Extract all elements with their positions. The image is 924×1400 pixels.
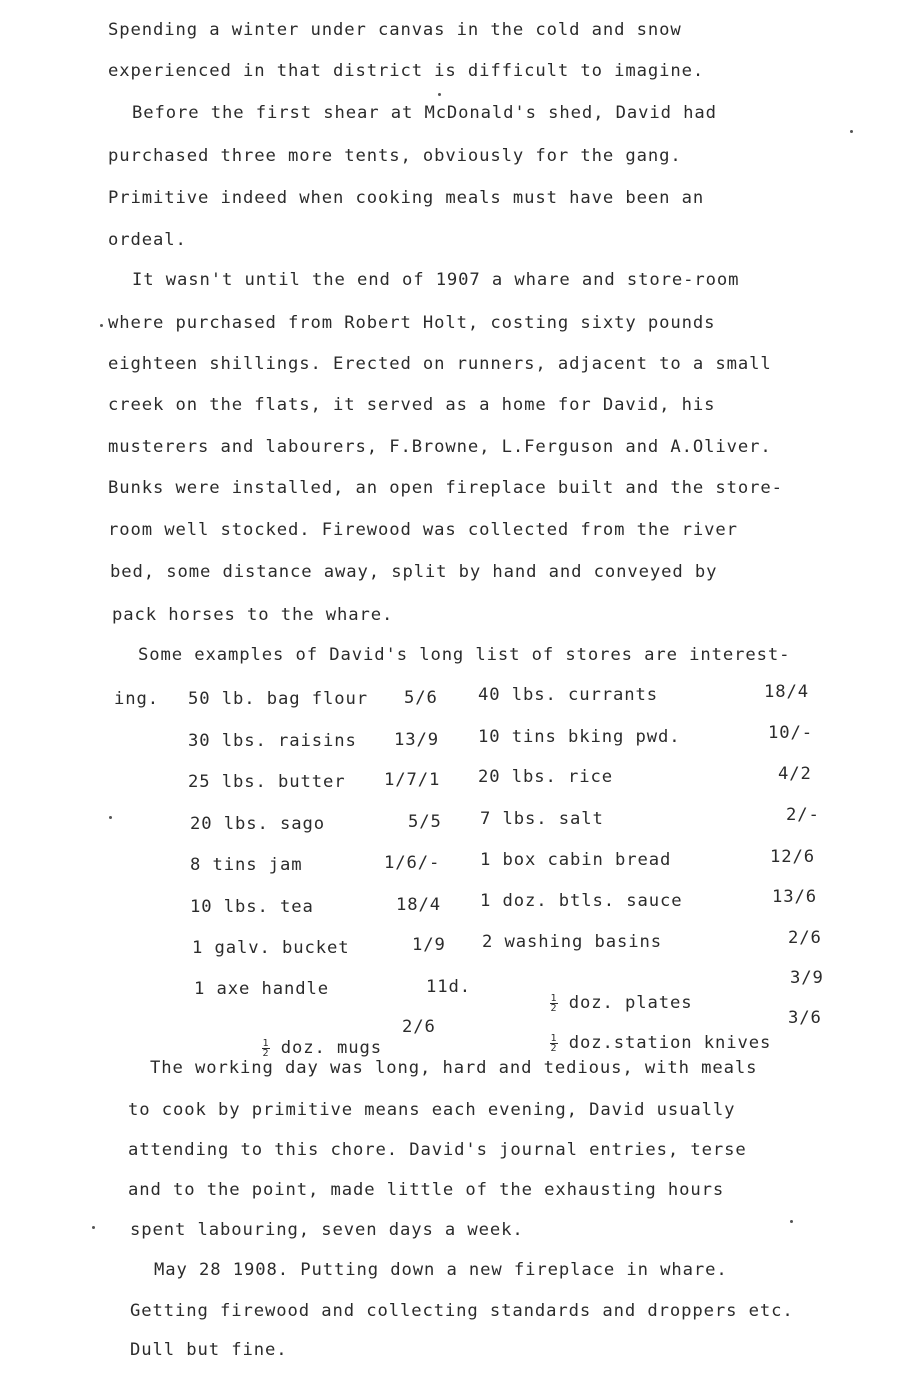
store-price: 4/2 xyxy=(778,764,812,784)
store-item-label: doz. plates xyxy=(568,993,693,1013)
half-fraction: $\frac{1}{2}$ xyxy=(550,1032,557,1054)
store-price: 2/6 xyxy=(402,1017,436,1037)
scan-speck xyxy=(790,1220,793,1223)
text-line: Spending a winter under canvas in the cold and snow xyxy=(108,20,682,40)
store-price: 2/- xyxy=(786,805,820,825)
text-line: to cook by primitive means each evening, David usually xyxy=(128,1100,736,1120)
store-item: 10 tins bking pwd. xyxy=(478,727,681,747)
store-price: 18/4 xyxy=(764,682,809,702)
store-price: 1/6/- xyxy=(384,853,441,873)
text-line: Dull but fine. xyxy=(130,1340,288,1360)
store-item: 1 doz. btls. sauce xyxy=(480,891,683,911)
store-item: 30 lbs. raisins xyxy=(188,731,357,751)
store-price: 2/6 xyxy=(788,928,822,948)
scan-speck xyxy=(92,1226,95,1229)
text-line: where purchased from Robert Holt, costing sixty pounds xyxy=(108,313,716,333)
text-line: Before the first shear at McDonald's shed, David had xyxy=(132,103,717,123)
store-price: 13/9 xyxy=(394,730,439,750)
store-item: 1 galv. bucket xyxy=(192,938,350,958)
half-fraction: $\frac{1}{2}$ xyxy=(262,1037,269,1059)
store-price: 1/7/1 xyxy=(384,770,441,790)
store-item: 20 lbs. rice xyxy=(478,767,613,787)
store-item: 8 tins jam xyxy=(190,855,303,875)
store-price: 5/5 xyxy=(408,812,442,832)
text-line: Bunks were installed, an open fireplace built and the store- xyxy=(108,478,783,498)
scan-speck xyxy=(850,130,853,133)
text-line: eighteen shillings. Erected on runners, adjacent to a small xyxy=(108,354,772,374)
store-item: 25 lbs. butter xyxy=(188,772,346,792)
store-price: 12/6 xyxy=(770,847,815,867)
text-line: Primitive indeed when cooking meals must have been an xyxy=(108,188,705,208)
text-line: spent labouring, seven days a week. xyxy=(130,1220,524,1240)
text-line: and to the point, made little of the exhausting hours xyxy=(128,1180,725,1200)
text-line: It wasn't until the end of 1907 a whare and store-room xyxy=(132,270,740,290)
store-item: 20 lbs. sago xyxy=(190,814,325,834)
text-line: musterers and labourers, F.Browne, L.Ferguson and A.Oliver. xyxy=(108,437,772,457)
text-line: The working day was long, hard and tedious, with meals xyxy=(150,1058,758,1078)
text-line: pack horses to the whare. xyxy=(112,605,394,625)
store-item-label: doz.station knives xyxy=(568,1033,772,1053)
store-item: 50 lb. bag flour xyxy=(188,689,368,709)
text-line: Getting firewood and collecting standards and droppers etc. xyxy=(130,1301,794,1321)
scan-speck xyxy=(438,93,441,96)
scan-speck xyxy=(109,816,112,819)
store-item: 2 washing basins xyxy=(482,932,662,952)
text-line: room well stocked. Firewood was collected from the river xyxy=(108,520,738,540)
store-price: 1/9 xyxy=(412,935,446,955)
text-line: experienced in that district is difficult to imagine. xyxy=(108,61,705,81)
text-line: bed, some distance away, split by hand and conveyed by xyxy=(110,562,718,582)
text-line: May 28 1908. Putting down a new fireplace in whare. xyxy=(154,1260,728,1280)
text-line: purchased three more tents, obviously for the gang. xyxy=(108,146,682,166)
scan-speck xyxy=(100,324,103,327)
store-item: 40 lbs. currants xyxy=(478,685,658,705)
store-item-label: doz. mugs xyxy=(280,1038,383,1058)
store-price: 5/6 xyxy=(404,688,438,708)
text-line: attending to this chore. David's journal entries, terse xyxy=(128,1140,747,1160)
store-price: 3/6 xyxy=(788,1008,822,1028)
text-line: creek on the flats, it served as a home for David, his xyxy=(108,395,716,415)
store-item: 1 box cabin bread xyxy=(480,850,672,870)
store-item: 7 lbs. salt xyxy=(480,809,604,829)
text-line: ing. xyxy=(114,689,159,709)
store-item: 1 axe handle xyxy=(194,979,329,999)
store-item: 10 lbs. tea xyxy=(190,897,314,917)
store-price: 10/- xyxy=(768,723,813,743)
store-price: 11d. xyxy=(426,977,471,997)
half-fraction: $\frac{1}{2}$ xyxy=(550,992,557,1014)
store-price: 18/4 xyxy=(396,895,441,915)
store-price: 3/9 xyxy=(790,968,824,988)
text-line: ordeal. xyxy=(108,230,187,250)
store-price: 13/6 xyxy=(772,887,817,907)
text-line: Some examples of David's long list of stores are interest- xyxy=(138,645,791,665)
